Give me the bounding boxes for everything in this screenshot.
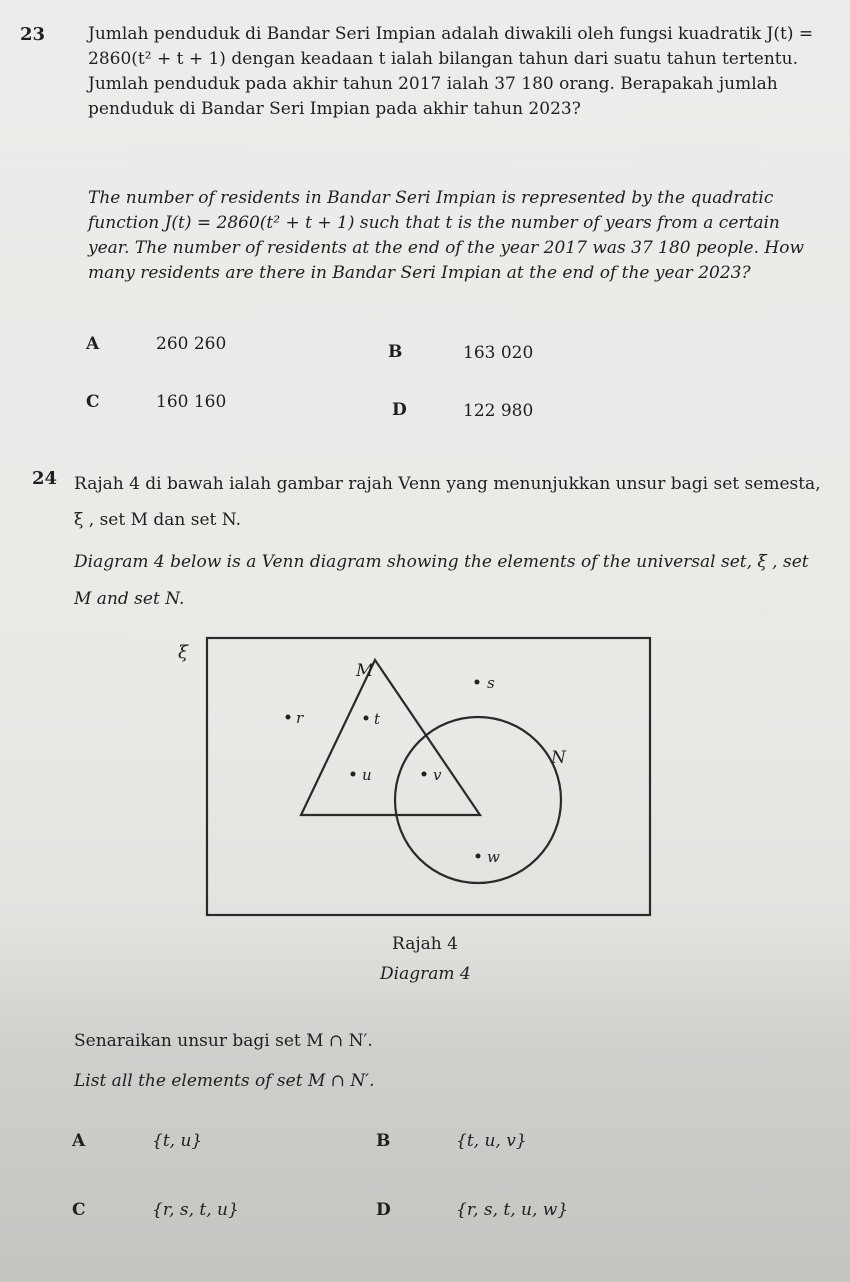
question-24-prompt-malay: Senaraikan unsur bagi set M ∩ N′. [74,1031,373,1051]
question-24-prompt-english: List all the elements of set M ∩ N′. [74,1071,375,1091]
q24-option-a-value[interactable]: {t, u} [152,1131,203,1151]
element-u-label: u [362,766,372,784]
diagram-caption-malay: Rajah 4 [392,934,458,954]
element-w-dot [476,854,481,859]
question-24-english-text: Diagram 4 below is a Venn diagram showing the elements of the universal set, ξ , set M and set N. [74,552,809,609]
element-r-dot [286,715,291,720]
set-m-triangle [301,660,480,815]
q24-option-c-value[interactable]: {r, s, t, u} [152,1200,239,1220]
element-v-dot [422,772,427,777]
element-v-label: v [433,766,442,784]
q23-option-a-value[interactable]: 260 260 [156,334,227,354]
element-t-label: t [374,710,381,728]
q23-option-d-letter[interactable]: D [392,400,407,420]
question-24-number: 24 [32,468,58,489]
q23-option-b-value[interactable]: 163 020 [463,343,534,363]
element-s-dot [475,680,480,685]
q24-option-b-letter[interactable]: B [376,1131,391,1151]
venn-diagram [0,630,850,930]
q24-option-b-value[interactable]: {t, u, v} [456,1131,527,1151]
set-n-label: N [551,748,566,768]
question-23-english-text: The number of residents in Bandar Seri Impian is represented by the quadratic function J(t) = 2860(t² + t + 1) such that t is the number of years from a certain year. The number of residents at the end of the year 2017 was 37 180 people. How many residents are there in Bandar Seri Impian at the end of the year 2023? [88,188,805,283]
q23-option-c-letter[interactable]: C [86,392,100,412]
q23-option-c-value[interactable]: 160 160 [156,392,227,412]
element-r-label: r [296,709,304,727]
element-t-dot [364,716,369,721]
q23-option-a-letter[interactable]: A [86,334,100,354]
q24-option-d-value[interactable]: {r, s, t, u, w} [456,1200,569,1220]
q24-option-c-letter[interactable]: C [72,1200,86,1220]
element-w-label: w [487,848,500,866]
diagram-caption-english: Diagram 4 [380,964,471,984]
universal-set-symbol: ξ [178,642,188,663]
q24-option-a-letter[interactable]: A [72,1131,86,1151]
question-23-malay-text: Jumlah penduduk di Bandar Seri Impian adalah diwakili oleh fungsi kuadratik J(t) = 2860(t² + t + 1) dengan keadaan t ialah bilangan tahun dari suatu tahun tertentu. Jumlah penduduk pada akhir tahun 2017 ialah 37 180 orang. Berapakah jumlah penduduk di Bandar Seri Impian pada akhir tahun 2023? [88,24,814,119]
element-u-dot [351,772,356,777]
universal-set-box [207,638,650,915]
set-m-label: M [356,661,374,681]
question-23-number: 23 [20,24,46,45]
element-s-label: s [487,674,495,692]
q23-option-b-letter[interactable]: B [388,342,403,362]
question-24-malay-text: Rajah 4 di bawah ialah gambar rajah Venn yang menunjukkan unsur bagi set semesta, ξ , set M dan set N. [74,474,821,530]
q24-option-d-letter[interactable]: D [376,1200,391,1220]
q23-option-d-value[interactable]: 122 980 [463,401,534,421]
